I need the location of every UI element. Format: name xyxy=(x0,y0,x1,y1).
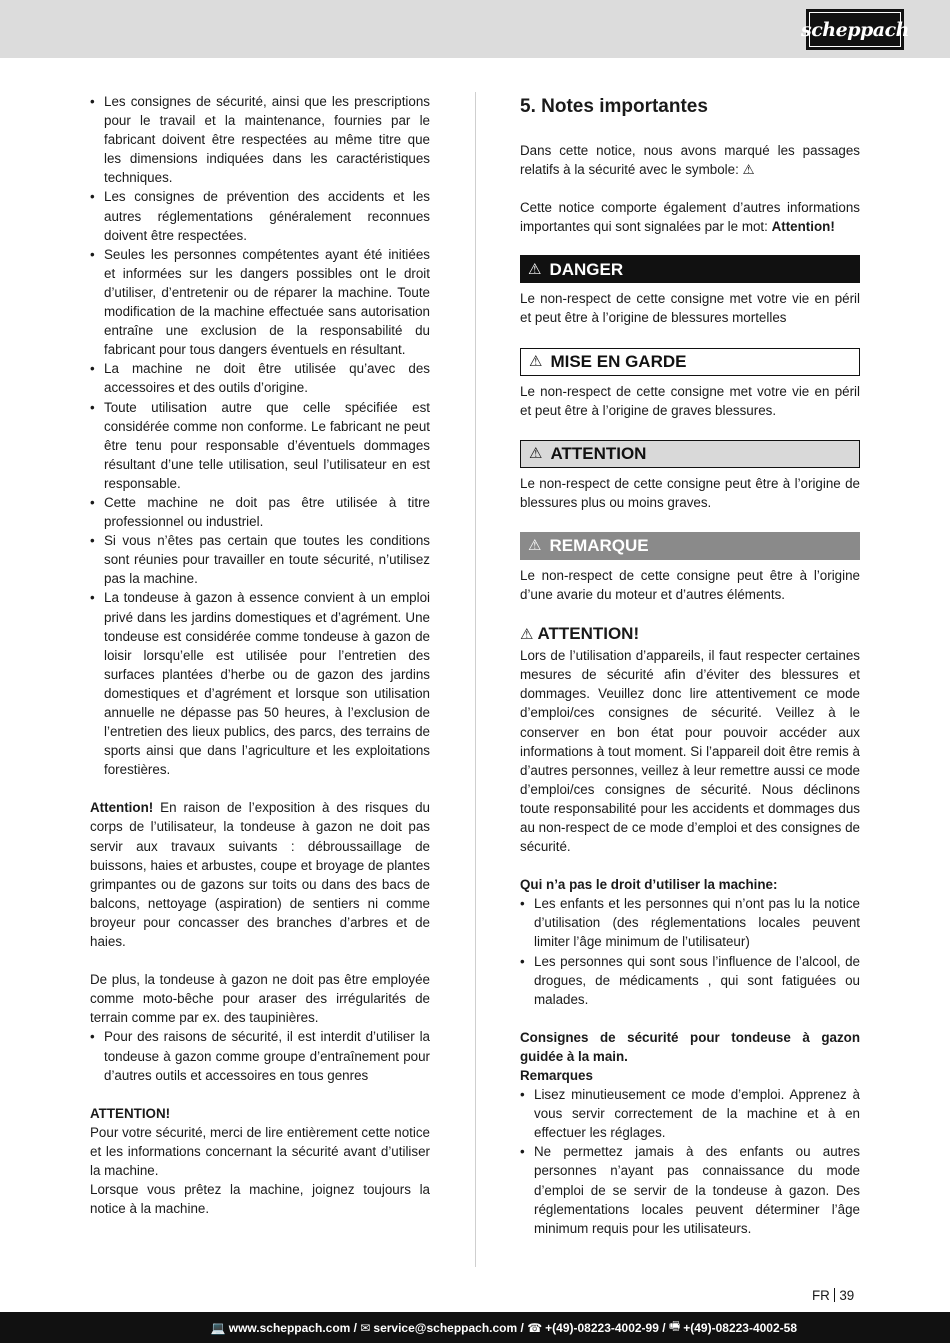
deplus-paragraph: De plus, la tondeuse à gazon ne doit pas être employée comme moto-bêche pour araser des irrégularités de terrain comme par ex. des taupinières. xyxy=(90,972,430,1026)
list-item: • Toute utilisation autre que celle spécifiée est considérée comme non conforme. Le fabricant ne peut être tenu pour responsable d’éventuels dommages résultant d’une telle utilisation, seul l’utilisateur en est responsable. xyxy=(90,398,430,493)
caution-box: ⚠ ATTENTION xyxy=(520,440,860,468)
section-title: 5. Notes importantes xyxy=(520,96,708,117)
attention-paragraph xyxy=(90,798,430,951)
list-item: • Les consignes de sécurité, ainsi que les prescriptions pour le travail et la maintenance, fournies par le fabricant doivent être respectées au même titre que les dimensions indiquées dans les caractéristiques techniques. xyxy=(90,92,430,187)
list-item: • Les personnes qui sont sous l’influence de l’alcool, de drogues, de médicaments , qui sont fatiguées ou malades. xyxy=(520,952,860,1009)
intro-paragraph-2: Cette notice comporte également d’autres informations importantes qui sont signalées par le mot: Attention! xyxy=(520,200,860,235)
who-heading: Qui n’a pas le droit d’utiliser la machine: xyxy=(520,877,778,893)
bullet-list-drive xyxy=(90,1027,430,1084)
list-item: • Ne permettez jamais à des enfants ou autres personnes n’ayant pas connaissance du mode d’emploi de se servir de la tondeuse à gazon. Des réglementations locales peuvent déterminer l’âge minimum requis pour les utilisateurs. xyxy=(520,1142,860,1237)
scheppach-logo: scheppach xyxy=(806,9,904,50)
consignes-heading: Consignes de sécurité pour tondeuse à gazon guidée à la main. xyxy=(520,1029,860,1064)
warning-triangle-icon: ⚠ xyxy=(528,260,542,278)
warning-triangle-icon: ⚠ xyxy=(529,445,543,463)
list-item: • La machine ne doit être utilisée qu’avec des accessoires et des outils d’origine. xyxy=(90,359,430,397)
attention2-text-lend: Lorsque vous prêtez la machine, joignez toujours la notice à la machine. xyxy=(90,1182,430,1217)
list-item: • Seules les personnes compétentes ayant été initiées et informées sur les dangers possibles ont le droit d’utiliser, d’entretenir ou de réparer la machine. Toute modification de la machine effectuée sans autorisation entraîne une exclusion de la responsabilité du fabricant pour tous dangers éventuels en résultant. xyxy=(90,245,430,360)
attention2-heading: ATTENTION! xyxy=(90,1105,171,1121)
computer-icon: 💻 xyxy=(210,1320,226,1335)
left-column xyxy=(90,92,430,1218)
warning-triangle-icon: ⚠ xyxy=(528,537,542,555)
list-item: • Les enfants et les personnes qui n’ont pas lu la notice d’utilisation (des réglementations locales peuvent limiter l’âge minimum de l’utilisateur) xyxy=(520,894,860,951)
danger-text: Le non-respect de cette consigne met votre vie en péril et peut être à l’origine de blessures mortelles xyxy=(520,291,860,326)
caution-text: Le non-respect de cette consigne peut être à l’origine de blessures plus ou moins graves. xyxy=(520,475,860,510)
column-divider xyxy=(475,92,476,1267)
footer-email[interactable]: service@scheppach.com / xyxy=(373,1320,524,1335)
attention-label: Attention! xyxy=(90,800,154,816)
who-list xyxy=(520,894,860,1009)
attention-heading: ⚠ ATTENTION! xyxy=(520,624,640,644)
warning-triangle-icon: ⚠ xyxy=(520,626,534,644)
footer-fax: +(49)-08223-4002-58 xyxy=(683,1320,797,1335)
remarques-list xyxy=(520,1085,860,1238)
list-item: • Si vous n’êtes pas certain que toutes les conditions sont réunies pour travailler en toute sécurité, n’utilisez pas la machine. xyxy=(90,531,430,588)
warning-triangle-icon: ⚠ xyxy=(529,353,543,371)
phone-icon: ☎ xyxy=(527,1320,543,1335)
footer-bar xyxy=(0,1312,950,1343)
attention-text: En raison de l’exposition à des risques du corps de l’utilisateur, la tondeuse à gazon ne doit pas servir aux travaux suivants : débroussaillage de buissons, haies et arbustes, coupe et broyage de plantes grimpantes ou de gazons sur toits ou dans des bacs de balcons, nettoyage (aspiration) de sentiers ni comme broyeur pour concasser des branches d’arbres et de haies. xyxy=(90,800,430,950)
footer-website[interactable]: www.scheppach.com / xyxy=(228,1320,357,1335)
page-number: FR 39 xyxy=(812,1288,855,1303)
warning-text: Le non-respect de cette consigne met votre vie en péril et peut être à l’origine de graves blessures. xyxy=(520,383,860,418)
warning-box: ⚠ MISE EN GARDE xyxy=(520,348,860,376)
list-item: • Pour des raisons de sécurité, il est interdit d’utiliser la tondeuse à gazon comme groupe d’entraînement pour d’autres outils et accessoires en tous genres xyxy=(90,1027,430,1084)
list-item: • Les consignes de prévention des accidents et les autres réglementations généralement reconnues doivent être respectées. xyxy=(90,187,430,244)
notice-box: ⚠ REMARQUE xyxy=(520,532,860,560)
bullet-list-general xyxy=(90,92,430,779)
list-item: • La tondeuse à gazon à essence convient à un emploi privé dans les jardins domestiques et d’agrément. Une tondeuse est considérée comme tondeuse à gazon de loisir lorsqu’elle est utilisée pour l’entretien des surfaces plantées d’herbe ou de gazon des jardins domestiques et d’agrément et lorsque son utilisation annuelle ne dépasse pas 50 heures, à l’exclusion de l’entretien des lieux publics, des parcs, des terrains de sports ainsi que dans l’agriculture et les exploitations forestières. xyxy=(90,588,430,779)
footer-phone: +(49)-08223-4002-99 / xyxy=(545,1320,666,1335)
notice-text: Le non-respect de cette consigne peut être à l’origine d’une avarie du moteur et d’autres éléments. xyxy=(520,567,860,603)
danger-box: ⚠ DANGER xyxy=(520,255,860,283)
intro-paragraph: Dans cette notice, nous avons marqué les passages relatifs à la sécurité avec le symbole: ⚠ xyxy=(520,143,860,178)
list-item: • Cette machine ne doit pas être utilisée à titre professionnel ou industriel. xyxy=(90,493,430,531)
remarques-heading: Remarques xyxy=(520,1068,593,1083)
email-icon: ✉ xyxy=(360,1320,371,1335)
right-column xyxy=(520,92,860,1238)
attention-body: Lors de l’utilisation d’appareils, il faut respecter certaines mesures de sécurité afin d’éviter des blessures et dommages. Veuillez donc lire attentivement ce mode d’emploi/ces consignes de sécurité. Veillez à le conserver en bon état pour pouvoir accéder aux informations à tout moment. Si l’appareil doit être remis à d’autres personnes, veillez à leur remettre aussi ce mode d’emploi/ces consignes de sécurité. Nous déclinons toute responsabilité pour les accidents et dommages dus au non-respect de ce mode d’emploi et des consignes de sécurité. xyxy=(520,648,860,855)
list-item: • Lisez minutieusement ce mode d’emploi. Apprenez à vous servir correctement de la machine et à en effectuer les réglages. xyxy=(520,1085,860,1142)
fax-icon: 🖷 xyxy=(668,1319,681,1333)
attention2-text: Pour votre sécurité, merci de lire entièrement cette notice et les informations concernant la sécurité avant d’utiliser la machine. xyxy=(90,1124,430,1178)
